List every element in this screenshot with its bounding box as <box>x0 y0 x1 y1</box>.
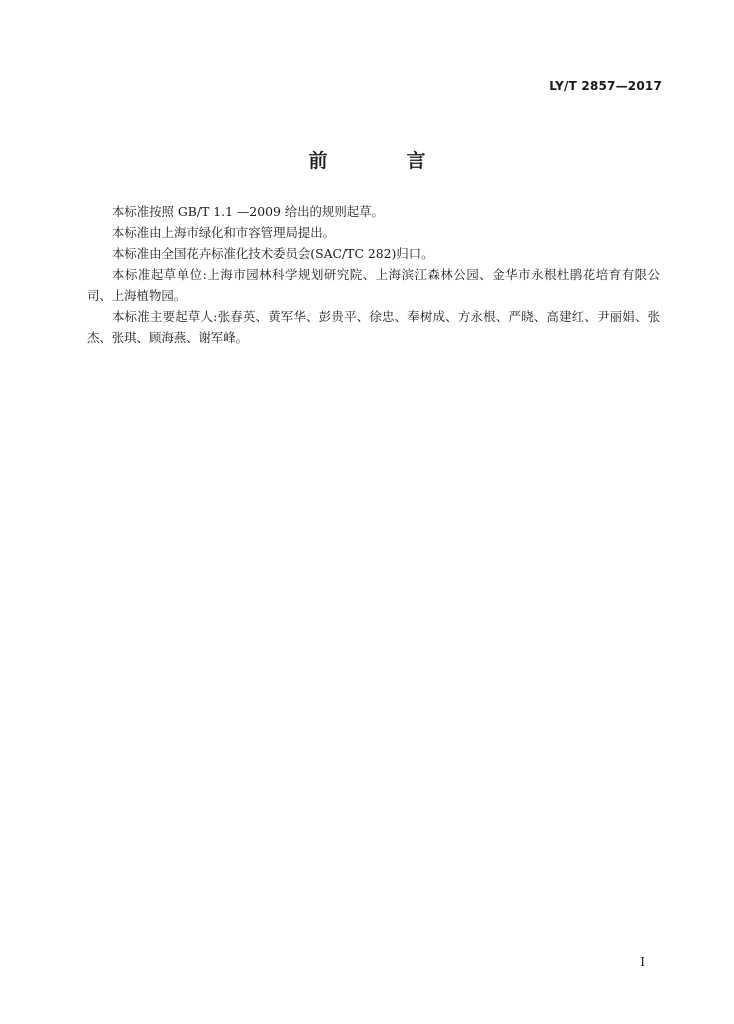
paragraph-committee: 本标准由全国花卉标准化技术委员会(SAC/TC 282)归口。 <box>112 246 434 261</box>
page-title: 前 言 <box>308 150 456 172</box>
document-body <box>87 201 660 348</box>
paragraph-drafting-units: 本标准起草单位:上海市园林科学规划研究院、上海滨江森林公园、金华市永根杜鹃花培育有限公司、上海植物园。 <box>87 267 660 303</box>
paragraph-proposer: 本标准由上海市绿化和市容管理局提出。 <box>112 225 336 240</box>
paragraph-drafters: 本标准主要起草人:张春英、黄军华、彭贵平、徐忠、奉树成、方永根、严晓、高建红、尹丽娟、张杰、张琪、顾海燕、谢军峰。 <box>87 309 660 345</box>
standard-code: LY/T 2857—2017 <box>549 79 662 93</box>
paragraph-drafting-rule: 本标准按照 GB/T 1.1 —2009 给出的规则起草。 <box>112 204 384 219</box>
page-number: I <box>640 955 645 969</box>
